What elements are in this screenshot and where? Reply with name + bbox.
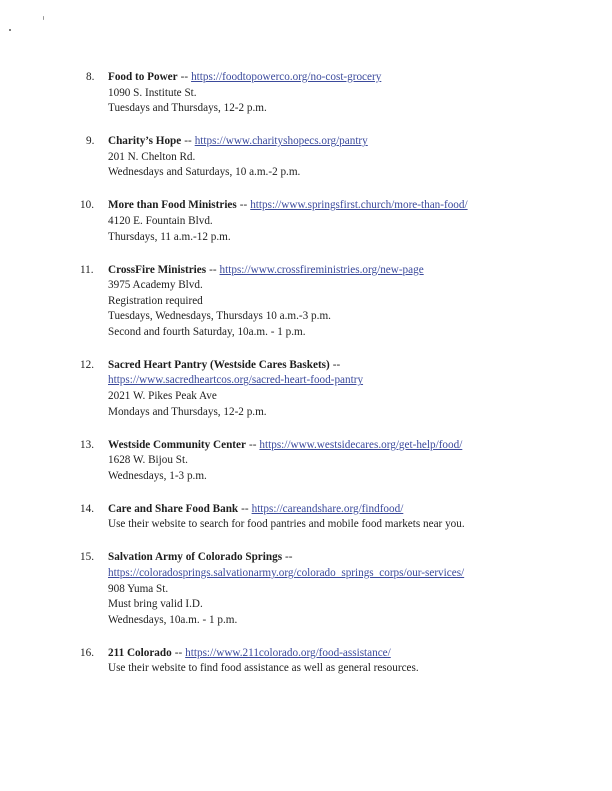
item-number: 11. [80,263,94,276]
description: Use their website to search for food pantries and mobile food markets near you. [108,518,465,531]
list-item-food-to-power [86,70,586,117]
hours: Wednesdays and Saturdays, 10 a.m.-2 p.m. [108,166,301,179]
separator: -- [241,502,249,515]
item-heading-line [108,502,586,518]
list-item-211-colorado [80,646,586,677]
item-number: 9. [86,135,95,148]
org-link[interactable]: https://careandshare.org/findfood/ [251,502,404,515]
hours: Thursdays, 11 a.m.-12 p.m. [108,230,231,243]
address: 2021 W. Pikes Peak Ave [108,390,217,403]
separator: -- [332,358,341,371]
scan-speck [9,29,11,31]
org-name: Charity’s Hope [108,135,182,148]
item-number: 16. [80,646,94,659]
requirement-note: Must bring valid I.D. [108,598,203,611]
list-item-sacred-heart-pantry [80,358,586,420]
address: 3975 Academy Blvd. [108,279,203,292]
hours: Tuesdays and Thursdays, 12-2 p.m. [108,102,267,115]
hours-saturday: Second and fourth Saturday, 10a.m. - 1 p.m. [108,325,306,338]
item-number: 10. [80,199,94,212]
org-link[interactable]: https://foodtopowerco.org/no-cost-grocery [191,71,382,83]
separator: -- [174,646,183,659]
org-name: Food to Power [108,71,178,83]
org-name: Care and Share Food Bank [108,502,239,515]
org-link[interactable]: https://coloradosprings.salvationarmy.org/colorado_springs_corps/our-services/ [108,566,465,579]
address: 1090 S. Institute St. [108,86,197,99]
separator: -- [248,438,257,451]
separator: -- [239,199,248,212]
address: 1628 W. Bijou St. [108,454,188,467]
separator: -- [285,551,293,564]
item-heading-line [108,198,586,214]
org-link[interactable]: https://www.westsidecares.org/get-help/food/ [259,438,463,451]
list-item-westside-community-center [80,438,586,485]
hours: Mondays and Thursdays, 12-2 p.m. [108,405,267,418]
org-link[interactable]: https://www.springsfirst.church/more-than-food/ [250,199,468,212]
org-name: Westside Community Center [108,438,246,451]
item-heading-line [108,263,586,279]
list-item-crossfire-ministries [80,263,586,341]
org-name: More than Food Ministries [108,199,237,212]
item-link-line [108,566,586,582]
item-number: 14. [80,502,94,515]
org-name: CrossFire Ministries [108,263,207,276]
item-link-line [108,373,586,389]
org-link[interactable]: https://www.charityshopecs.org/pantry [194,135,368,148]
item-heading-line [108,550,586,566]
food-resource-list [80,70,586,694]
separator: -- [209,263,217,276]
address: 4120 E. Fountain Blvd. [108,214,213,227]
org-name: Sacred Heart Pantry (Westside Cares Baskets) [108,358,330,371]
org-link[interactable]: https://www.sacredheartcos.org/sacred-heart-food-pantry [108,374,364,387]
item-number: 13. [80,438,94,451]
description: Use their website to find food assistance as well as general resources. [108,662,419,675]
list-item-salvation-army [80,550,586,628]
hours: Wednesdays, 1-3 p.m. [108,469,207,482]
org-link[interactable]: https://www.crossfireministries.org/new-page [219,263,424,276]
item-number: 12. [80,358,94,371]
list-item-more-than-food-ministries [80,198,586,245]
org-name: 211 Colorado [108,646,172,659]
item-number: 8. [86,71,95,83]
list-item-charitys-hope [86,134,586,181]
item-number: 15. [80,551,94,564]
separator: -- [180,71,189,83]
scan-speck [43,16,44,20]
item-heading-line [108,358,586,374]
hours: Tuesdays, Wednesdays, Thursdays 10 a.m.-3 p.m. [108,310,331,323]
item-heading-line [108,646,586,662]
address: 201 N. Chelton Rd. [108,150,196,163]
org-link[interactable]: https://www.211colorado.org/food-assistance/ [185,646,391,659]
org-name: Salvation Army of Colorado Springs [108,551,283,564]
item-heading-line [108,438,586,454]
address: 908 Yuma St. [108,582,169,595]
separator: -- [184,135,192,148]
item-heading-line [108,70,586,86]
list-item-care-and-share-food-bank [80,502,586,533]
hours: Wednesdays, 10a.m. - 1 p.m. [108,613,238,626]
requirement-note: Registration required [108,294,203,307]
item-heading-line [108,134,586,150]
